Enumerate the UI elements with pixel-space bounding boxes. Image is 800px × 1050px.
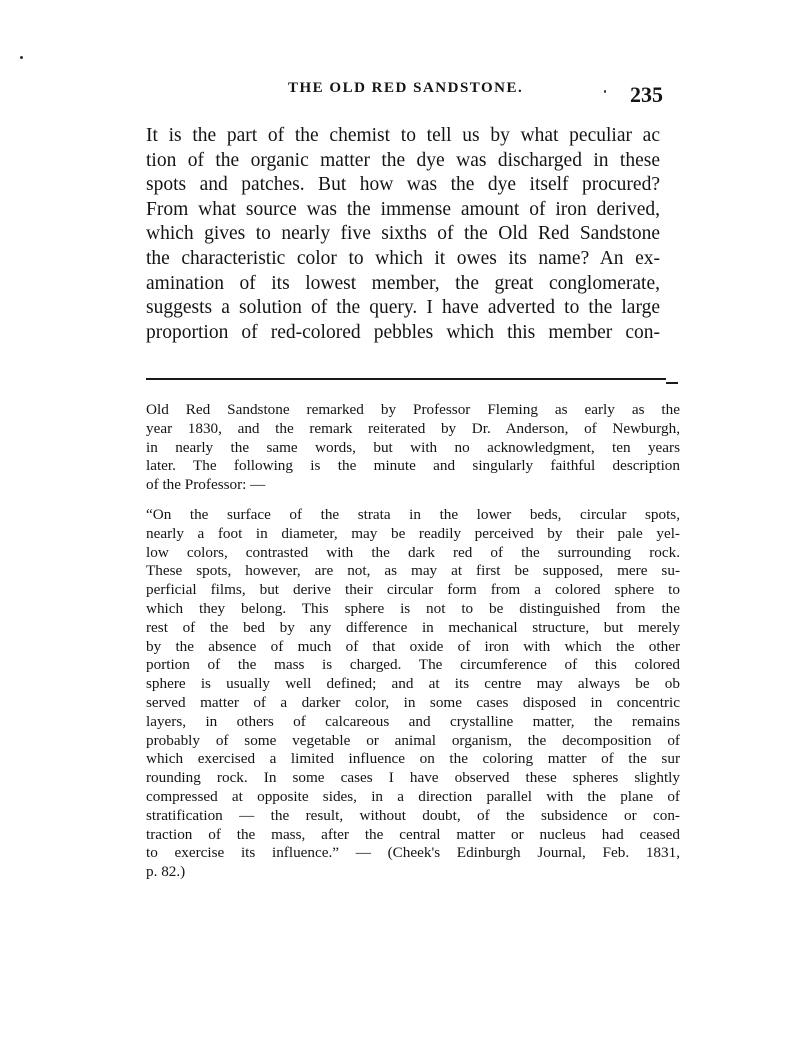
ink-speck <box>20 56 23 59</box>
quote-line: traction of the mass, after the central matter or nucleus had ceased <box>146 825 680 843</box>
quote-line: low colors, contrasted with the dark red of the surrounding rock. <box>146 543 680 561</box>
body-line: It is the part of the chemist to tell us by what peculiar ac <box>146 125 660 146</box>
footnote-line: year 1830, and the remark reiterated by Dr. Anderson, of Newburgh, <box>146 419 680 437</box>
footnote-separator-rule <box>146 378 666 380</box>
quote-line: “On the surface of the strata in the lower beds, circular spots, <box>146 505 680 523</box>
quote-line: to exercise its influence.” — (Cheek's Edinburgh Journal, Feb. 1831, <box>146 844 680 862</box>
quote-line: served matter of a darker color, in some cases disposed in concentric <box>146 693 680 711</box>
quote-line: perficial films, but derive their circular form from a colored sphere to <box>146 581 680 599</box>
body-text <box>146 124 660 345</box>
quote-line: which they belong. This sphere is not to be distinguished from the <box>146 599 680 617</box>
body-line: which gives to nearly five sixths of the Old Red Sandstone <box>146 223 660 245</box>
paragraph-gap <box>146 495 680 506</box>
quote-line: sphere is usually well defined; and at its centre may always be ob <box>146 675 680 693</box>
quote-line: layers, in others of calcareous and crystalline matter, the remains <box>146 712 680 730</box>
running-title: THE OLD RED SANDSTONE. <box>288 80 524 96</box>
footnote-line: in nearly the same words, but with no acknowledgment, ten years <box>146 438 680 456</box>
quote-line: These spots, however, are not, as may at first be supposed, mere su- <box>146 562 680 580</box>
quote-line: rounding rock. In some cases I have observed these spheres slightly <box>146 769 680 787</box>
body-line: tion of the organic matter the dye was discharged in these <box>146 149 660 171</box>
ink-speck <box>604 90 606 93</box>
footnote <box>146 401 680 882</box>
quote-line: which exercised a limited influence on the coloring matter of the sur <box>146 750 680 768</box>
body-line: the characteristic color to which it owes its name? An ex- <box>146 247 660 269</box>
separator-tick <box>666 382 678 384</box>
quote-line: rest of the bed by any difference in mechanical structure, but merely <box>146 618 680 636</box>
body-line: From what source was the immense amount of iron derived, <box>146 198 660 220</box>
footnote-line: Old Red Sandstone remarked by Professor Fleming as early as the <box>146 401 680 418</box>
quote-line: compressed at opposite sides, in a direction parallel with the plane of <box>146 787 680 805</box>
body-line: proportion of red-colored pebbles which this member con- <box>146 321 660 343</box>
quote-line: nearly a foot in diameter, may be readily perceived by their pale yel- <box>146 524 680 542</box>
body-line: suggests a solution of the query. I have adverted to the large <box>146 297 660 319</box>
quote-line: portion of the mass is charged. The circumference of this colored <box>146 656 680 674</box>
quote-line: probably of some vegetable or animal organism, the decomposition of <box>146 731 680 749</box>
quote-line: by the absence of much of that oxide of iron with which the other <box>146 637 680 655</box>
footnote-line: of the Professor: — <box>146 476 266 494</box>
body-line: spots and patches. But how was the dye itself procured? <box>146 174 660 196</box>
quote-line: stratification — the result, without doubt, of the subsidence or con- <box>146 806 680 824</box>
page-number: 235 <box>630 82 663 107</box>
footnote-line: later. The following is the minute and singularly faithful description <box>146 457 680 475</box>
quote-line: p. 82.) <box>146 863 186 881</box>
body-line: amination of its lowest member, the great conglomerate, <box>146 272 660 294</box>
